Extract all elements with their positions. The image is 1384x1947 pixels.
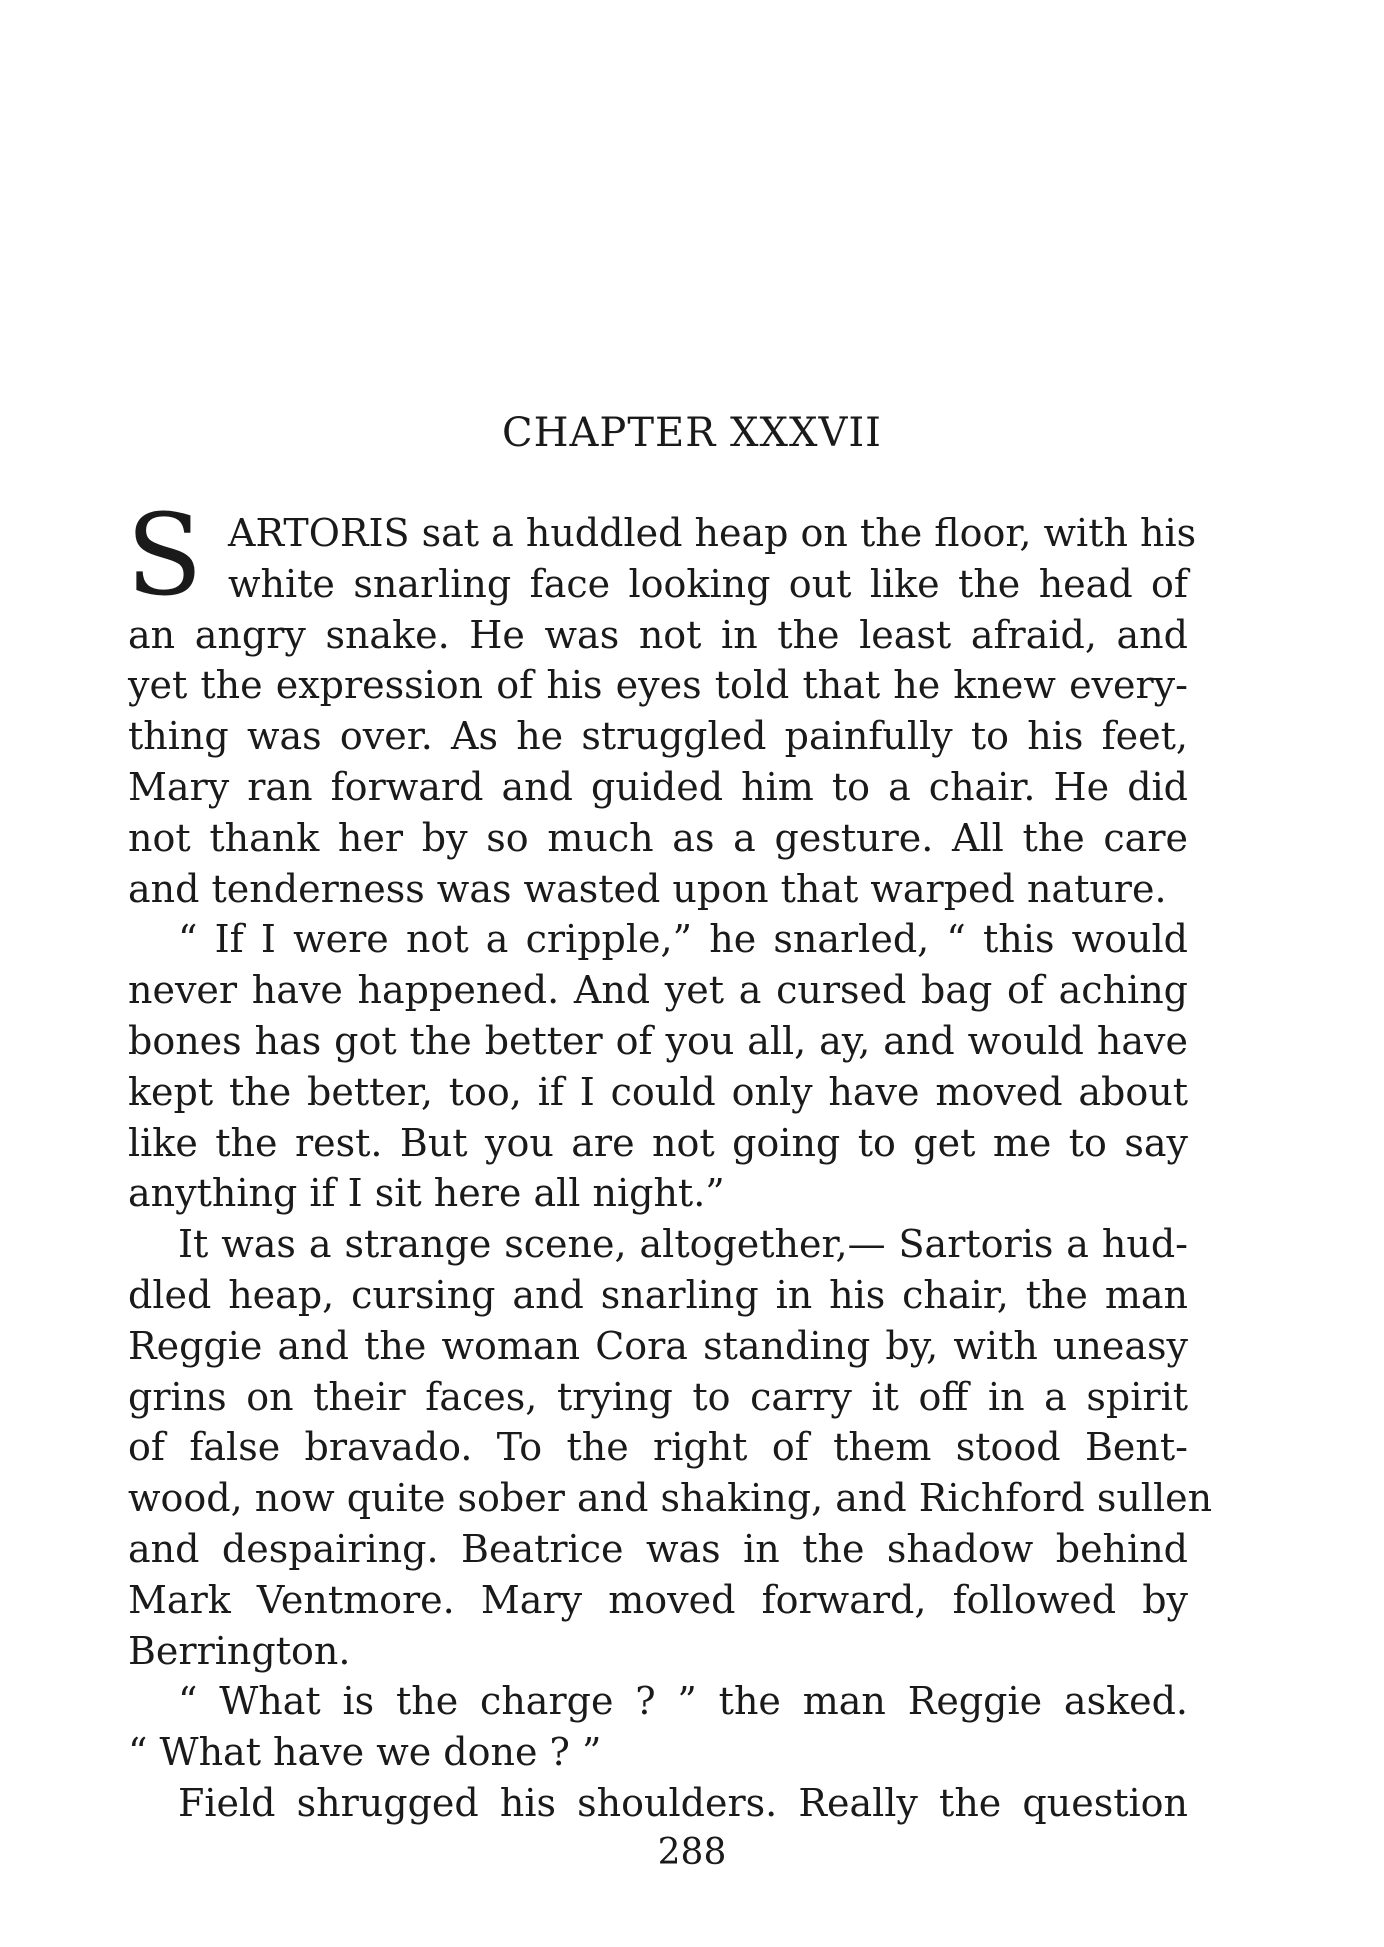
text-line: and tenderness was wasted upon that warped nature.	[128, 866, 1167, 911]
text-line: Field shrugged his shoulders. Really the question	[178, 1780, 1188, 1825]
text-line: never have happened. And yet a cursed bag of aching	[128, 968, 1188, 1013]
page-number: 288	[657, 1832, 727, 1873]
drop-cap: S	[126, 491, 203, 621]
text-line: dled heap, cursing and snarling in his chair, the man	[128, 1272, 1188, 1317]
text-line: not thank her by so much as a gesture. All the care	[128, 815, 1188, 860]
text-line: of false bravado. To the right of them stood Bent-	[128, 1425, 1188, 1470]
text-line: like the rest. But you are not going to get me to say	[128, 1120, 1188, 1165]
text-line: thing was over. As he struggled painfully to his feet,	[128, 714, 1188, 759]
text-line: ARTORIS sat a huddled heap on the floor, with his	[228, 511, 1197, 555]
body-text	[126, 491, 1213, 1829]
text-line: It was a strange scene, altogether,— Sartoris a hud-	[178, 1222, 1188, 1267]
text-line: Berrington.	[128, 1628, 351, 1673]
text-line: kept the better, too, if I could only have moved about	[128, 1069, 1188, 1114]
text-line: an angry snake. He was not in the least afraid, and	[128, 612, 1188, 657]
text-line: and despairing. Beatrice was in the shadow behind	[128, 1526, 1188, 1571]
text-line: grins on their faces, trying to carry it off in a spirit	[128, 1374, 1188, 1419]
text-line: yet the expression of his eyes told that he knew every-	[128, 663, 1188, 708]
text-line: white snarling face looking out like the head of	[228, 561, 1188, 606]
chapter-title: CHAPTER XXXVII	[502, 410, 882, 456]
text-line: “ What is the charge ? ” the man Reggie asked.	[178, 1679, 1188, 1724]
text-line: Mark Ventmore. Mary moved forward, followed by	[128, 1577, 1188, 1622]
text-line: “ What have we done ? ”	[128, 1730, 602, 1775]
text-line: Reggie and the woman Cora standing by, with uneasy	[128, 1323, 1188, 1368]
text-line: Mary ran forward and guided him to a chair. He did	[128, 764, 1188, 809]
text-line: wood, now quite sober and shaking, and Richford sullen	[128, 1476, 1213, 1521]
text-line: anything if I sit here all night.”	[128, 1171, 725, 1216]
text-line: bones has got the better of you all, ay, and would have	[128, 1018, 1188, 1063]
text-line: “ If I were not a cripple,” he snarled, “ this would	[178, 917, 1188, 962]
